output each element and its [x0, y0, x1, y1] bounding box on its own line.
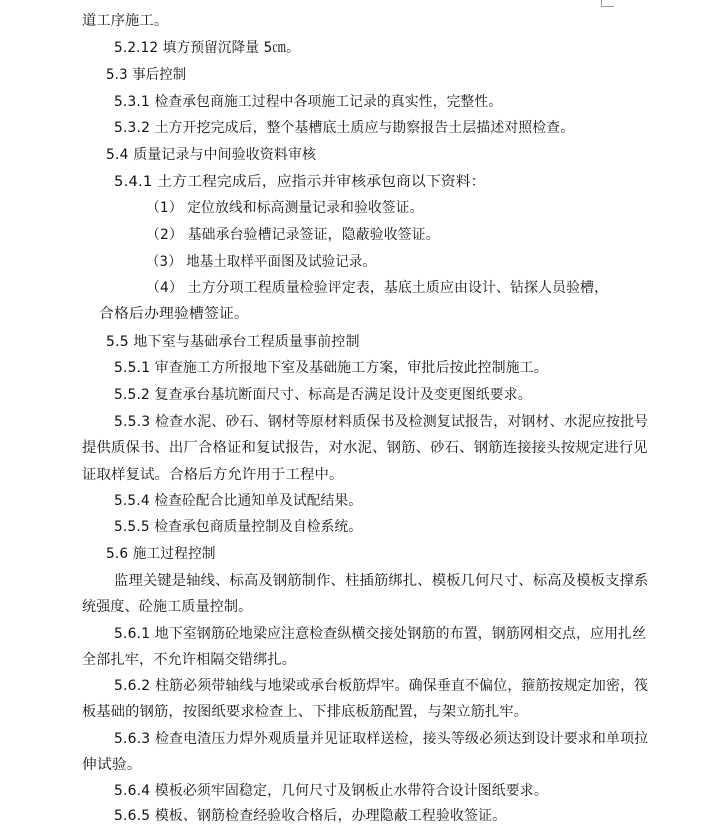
- text-line: 全部扎牢，不允许相隔交错绑扎。: [82, 652, 296, 668]
- section-heading: 5.3 事后控制: [106, 67, 187, 83]
- text-line: 板基础的钢筋，按图纸要求检查上、下排底板筋配置，与架立筋扎牢。: [82, 704, 529, 720]
- text-line: 5.6.4 模板必须牢固稳定，几何尺寸及钢板止水带符合设计图纸要求。: [114, 783, 548, 799]
- text-line: 5.6.1 地下室钢筋砼地梁应注意检查纵横交接处钢筋的布置，钢筋网相交点，应用扎丝: [114, 626, 647, 642]
- list-item: （4） 土方分项工程质量检验评定表，基底土质应由设计、钻探人员验槽，: [146, 280, 609, 296]
- text-line: 统强度、砼施工质量控制。: [82, 599, 253, 615]
- list-item: （2） 基础承台验槽记录签证，隐蔽验收签证。: [146, 227, 440, 243]
- text-line: 5.6.3 检查电渣压力焊外观质量并见证取样送检，接头等级必须达到设计要求和单项拉: [114, 731, 649, 747]
- text-line: 5.3.2 土方开挖完成后，整个基槽底土质应与勘察报告土层描述对照检查。: [114, 120, 575, 136]
- text-line: 监理关键是轴线、标高及钢筋制作、柱插筋绑扎、模板几何尺寸、标高及模板支撑系: [114, 573, 649, 589]
- text-line: 合格后办理验槽签证。: [99, 306, 249, 322]
- text-line: 5.5.5 检查承包商质量控制及自检系统。: [114, 519, 363, 535]
- text-line: 5.6.2 柱筋必须带轴线与地梁或承台板筋焊牢。确保垂直不偏位，箍筋按规定加密，筏: [114, 678, 649, 694]
- text-line: 证取样复试。合格后方允许用于工程中。: [82, 467, 344, 483]
- section-heading: 5.5 地下室与基础承台工程质量事前控制: [106, 334, 360, 350]
- text-line: 5.6.5 模板、钢筋检查经验收合格后，办理隐蔽工程验收签证。: [114, 808, 507, 824]
- text-line: 5.4.1 土方工程完成后，应指示并审核承包商以下资料：: [114, 174, 486, 190]
- text-line: 道工序施工。: [82, 13, 169, 29]
- section-heading: 5.4 质量记录与中间验收资料审核: [106, 147, 317, 163]
- text-line: 5.2.12 填方预留沉降量 5㎝。: [114, 40, 300, 56]
- list-item: （1） 定位放线和标高测量记录和验收签证。: [146, 200, 424, 216]
- text-line: 伸试验。: [82, 757, 142, 773]
- list-item: （3） 地基土取样平面图及试验记录。: [146, 254, 376, 270]
- text-line: 5.3.1 检查承包商施工过程中各项施工记录的真实性，完整性。: [114, 94, 503, 110]
- text-line: 提供质保书、出厂合格证和复试报告，对水泥、钢筋、砂石、钢筋连接接头按规定进行见: [82, 440, 648, 456]
- text-line: 5.5.2 复查承台基坑断面尺寸、标高是否满足设计及变更图纸要求。: [114, 387, 532, 403]
- section-heading: 5.6 施工过程控制: [106, 546, 216, 562]
- text-line: 5.5.3 检查水泥、砂石、钢材等原材料质保书及检测复试报告，对钢材、水泥应按批号: [114, 414, 649, 430]
- text-line: 5.5.1 审查施工方所报地下室及基础施工方案，审批后按此控制施工。: [114, 360, 548, 376]
- page-corner-mark: [601, 0, 614, 7]
- text-line: 5.5.4 检查砼配合比通知单及试配结果。: [114, 493, 363, 509]
